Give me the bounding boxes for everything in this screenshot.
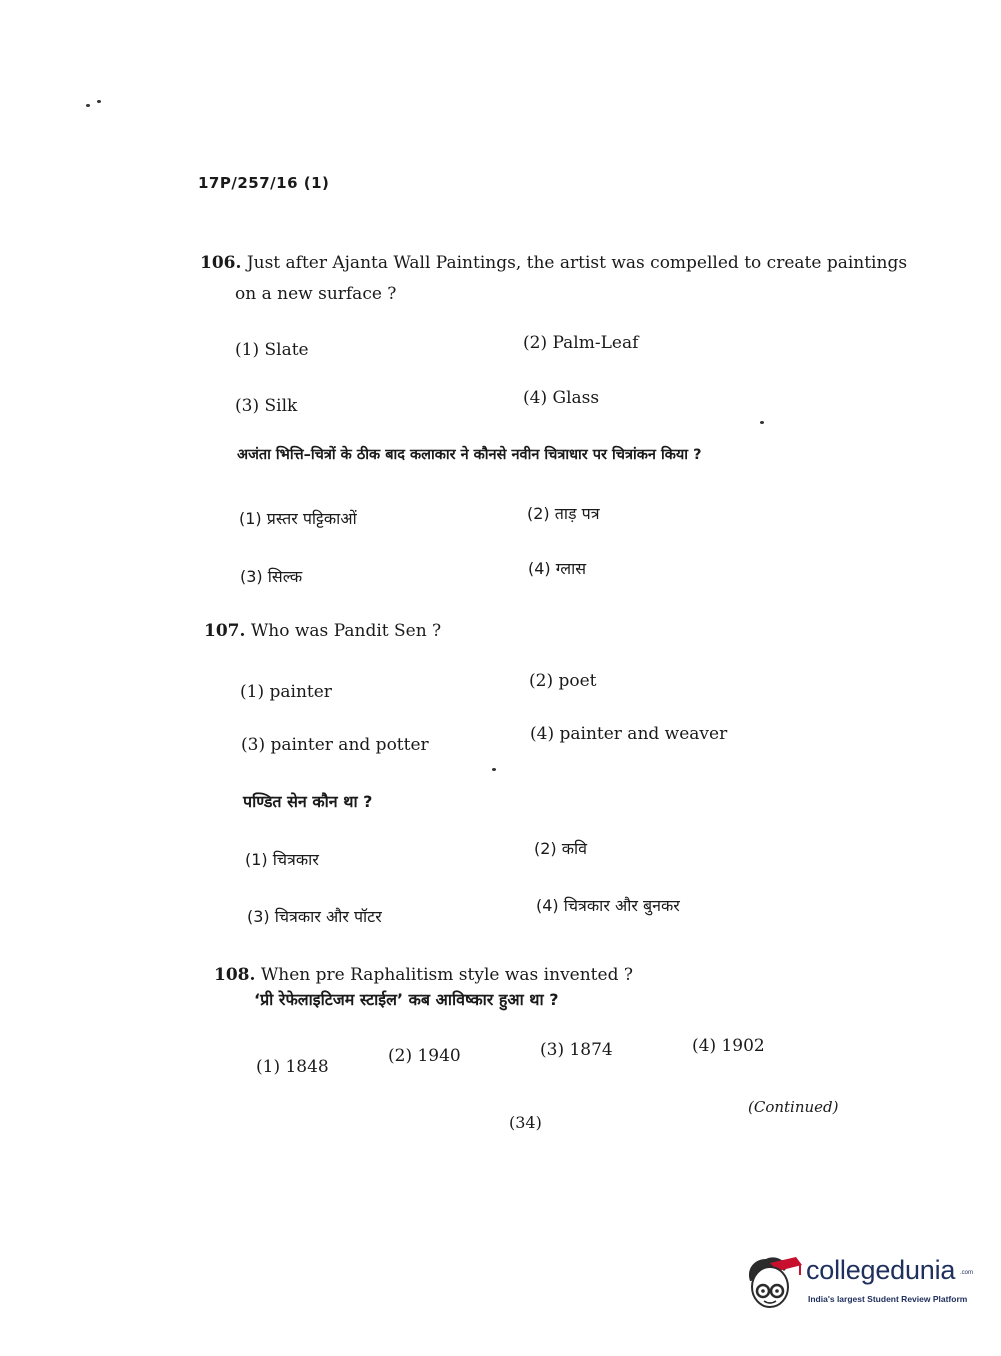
hindi-option-3: (3) चित्रकार और पॉटर <box>247 907 382 926</box>
scan-speck <box>86 104 90 107</box>
hindi-option-3: (3) सिल्क <box>240 567 303 586</box>
question-number: 106. <box>200 253 242 273</box>
brand-name: collegedunia <box>806 1255 956 1285</box>
mascot-icon <box>744 1253 804 1313</box>
option-2: (2) poet <box>529 671 597 691</box>
question-108-line <box>214 959 633 991</box>
option-3: (3) Silk <box>235 396 298 416</box>
hindi-option-4: (4) चित्रकार और बुनकर <box>536 896 680 915</box>
brand-tagline: India's largest Student Review Platform <box>808 1294 968 1304</box>
collegedunia-watermark <box>744 1255 974 1315</box>
question-text: Just after Ajanta Wall Paintings, the artist was compelled to create paintings <box>246 253 908 273</box>
option-2: (2) 1940 <box>388 1046 461 1066</box>
scan-speck <box>492 768 496 771</box>
question-106-hindi: अजंता भित्ति–चित्रों के ठीक बाद कलाकार ने कौनसे नवीन चित्राधार पर चित्रांकन किया ? <box>237 447 702 463</box>
question-106-line1 <box>200 247 907 279</box>
option-4: (4) Glass <box>523 388 600 408</box>
question-text: Who was Pandit Sen ? <box>250 621 442 641</box>
hindi-option-2: (2) ताड़ पत्र <box>527 504 600 523</box>
question-number: 107. <box>204 621 246 641</box>
hindi-option-1: (1) प्रस्तर पट्टिकाओं <box>239 509 357 528</box>
page-number: (34) <box>509 1113 542 1132</box>
hindi-option-1: (1) चित्रकार <box>245 850 319 869</box>
option-4: (4) 1902 <box>692 1036 765 1056</box>
option-1: (1) 1848 <box>256 1057 329 1077</box>
option-3: (3) painter and potter <box>241 735 429 755</box>
question-107-line <box>204 615 441 647</box>
option-1: (1) painter <box>240 682 332 702</box>
hindi-option-2: (2) कवि <box>534 839 588 858</box>
paper-code: 17P/257/16 (1) <box>198 174 330 192</box>
brand-domain: .com <box>960 1270 974 1276</box>
scan-speck <box>97 100 101 103</box>
question-text: When pre Raphalitism style was invented ? <box>260 965 633 985</box>
option-3: (3) 1874 <box>540 1040 613 1060</box>
hindi-option-4: (4) ग्लास <box>528 559 587 578</box>
option-4: (4) painter and weaver <box>530 724 728 744</box>
continued-label: (Continued) <box>748 1098 839 1116</box>
question-107-hindi: पण्डित सेन कौन था ? <box>243 792 373 811</box>
question-108-hindi: ‘प्री रेफेलाइटिजम स्टाईल’ कब आविष्कार हुआ था ? <box>254 990 559 1009</box>
question-106-line2: on a new surface ? <box>235 284 397 304</box>
scan-speck <box>760 421 764 424</box>
question-number: 108. <box>214 965 256 985</box>
option-1: (1) Slate <box>235 340 309 360</box>
option-2: (2) Palm-Leaf <box>523 333 639 353</box>
